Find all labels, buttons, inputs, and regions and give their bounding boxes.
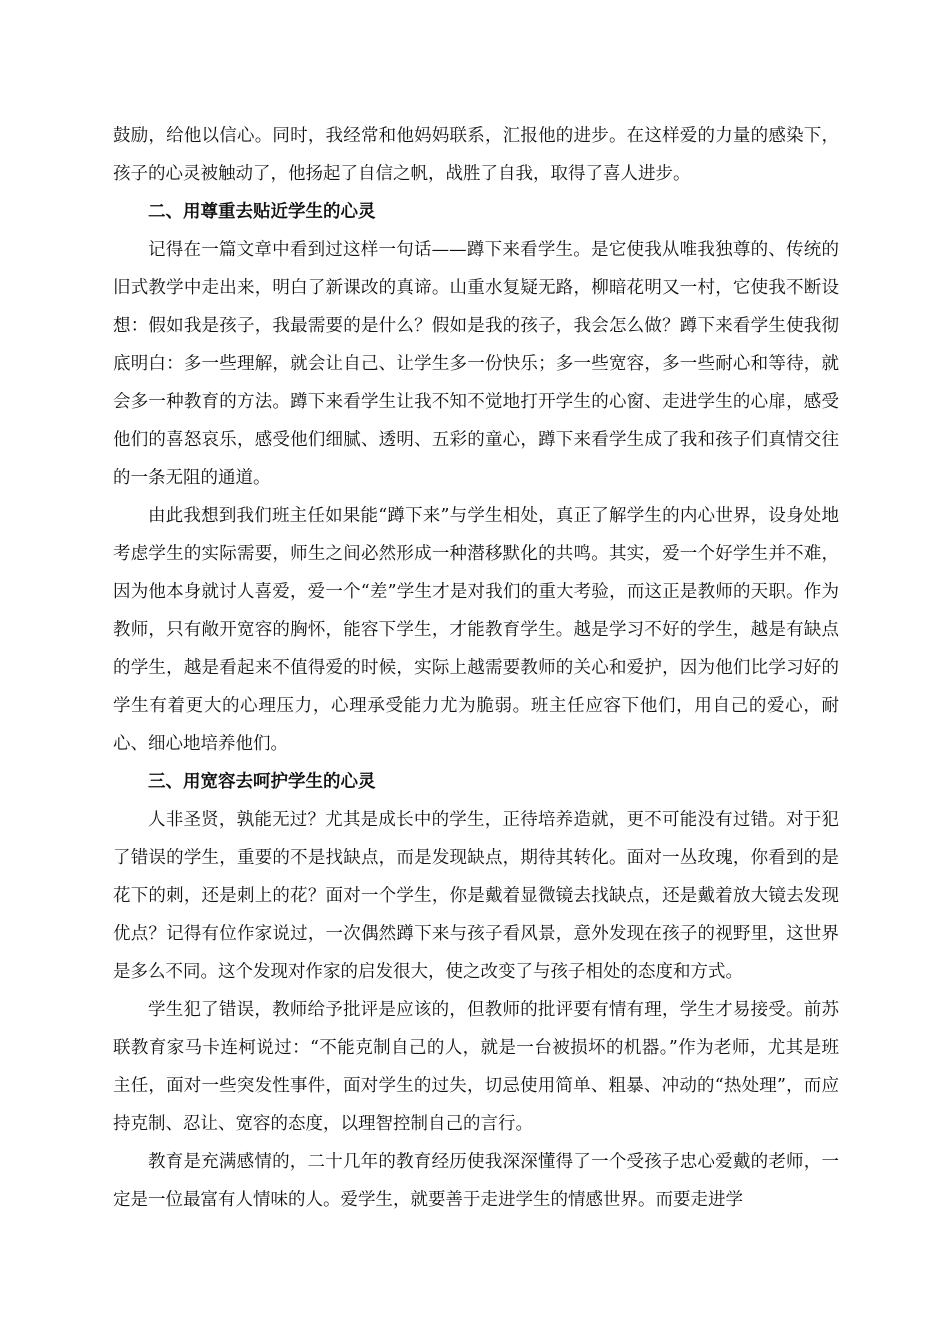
paragraph: 记得在一篇文章中看到过这样一句话——蹲下来看学生。是它使我从唯我独尊的、传统的旧式教学中走出来，明白了新课改的真谛。山重水复疑无路，柳暗花明又一村，它使我不断设想：假如我是孩子，我最需要的是什么？假如是我的孩子，我会怎么做？蹲下来看学生使我彻底明白：多一些理解，就会让自己、让学生多一份快乐；多一些宽容，多一些耐心和等待，就会多一种教育的方法。蹲下来看学生让我不知不觉地打开学生的心窗、走进学生的心扉，感受他们的喜怒哀乐，感受他们细腻、透明、五彩的童心，蹲下来看学生成了我和孩子们真情交往的一条无阻的通道。 <box>113 240 839 488</box>
paragraph: 学生犯了错误，教师给予批评是应该的，但教师的批评要有情有理，学生才易接受。前苏联教育家马卡连柯说过：“不能克制自己的人，就是一台被损坏的机器。”作为老师，尤其是班主任，面对一些突发性事件，面对学生的过失，切忌使用简单、粗暴、冲动的“热处理”，而应持克制、忍让、宽容的态度，以理智控制自己的言行。 <box>113 1000 839 1134</box>
paragraph: 人非圣贤，孰能无过？尤其是成长中的学生，正待培养造就，更不可能没有过错。对于犯了错误的学生，重要的不是找缺点，而是发现缺点，期待其转化。面对一丛玫瑰，你看到的是花下的刺，还是刺上的花？面对一个学生，你是戴着显微镜去找缺点，还是戴着放大镜去发现优点？记得有位作家说过，一次偶然蹲下来与孩子看风景，意外发现在孩子的视野里，这世界是多么不同。这个发现对作家的启发很大，使之改变了与孩子相处的态度和方式。 <box>113 810 839 982</box>
section-heading-2: 二、用尊重去贴近学生的心灵 <box>148 202 376 222</box>
document-body <box>113 117 839 1219</box>
section-heading-3: 三、用宽容去呵护学生的心灵 <box>148 772 376 792</box>
paragraph: 教育是充满感情的，二十几年的教育经历使我深深懂得了一个受孩子忠心爱戴的老师，一定是一位最富有人情味的人。爱学生，就要善于走进学生的情感世界。而要走进学 <box>113 1152 839 1210</box>
paragraph-continued: 鼓励，给他以信心。同时，我经常和他妈妈联系，汇报他的进步。在这样爱的力量的感染下，孩子的心灵被触动了，他扬起了自信之帆，战胜了自我，取得了喜人进步。 <box>113 126 839 184</box>
paragraph: 由此我想到我们班主任如果能“蹲下来”与学生相处，真正了解学生的内心世界，设身处地考虑学生的实际需要，师生之间必然形成一种潜移默化的共鸣。其实，爱一个好学生并不难，因为他本身就讨人喜爱，爱一个“差”学生才是对我们的重大考验，而这正是教师的天职。作为教师，只有敞开宽容的胸怀，能容下学生，才能教育学生。越是学习不好的学生，越是有缺点的学生，越是看起来不值得爱的时候，实际上越需要教师的关心和爱护，因为他们比学习好的学生有着更大的心理压力，心理承受能力尤为脆弱。班主任应容下他们，用自己的爱心，耐心、细心地培养他们。 <box>113 506 839 754</box>
